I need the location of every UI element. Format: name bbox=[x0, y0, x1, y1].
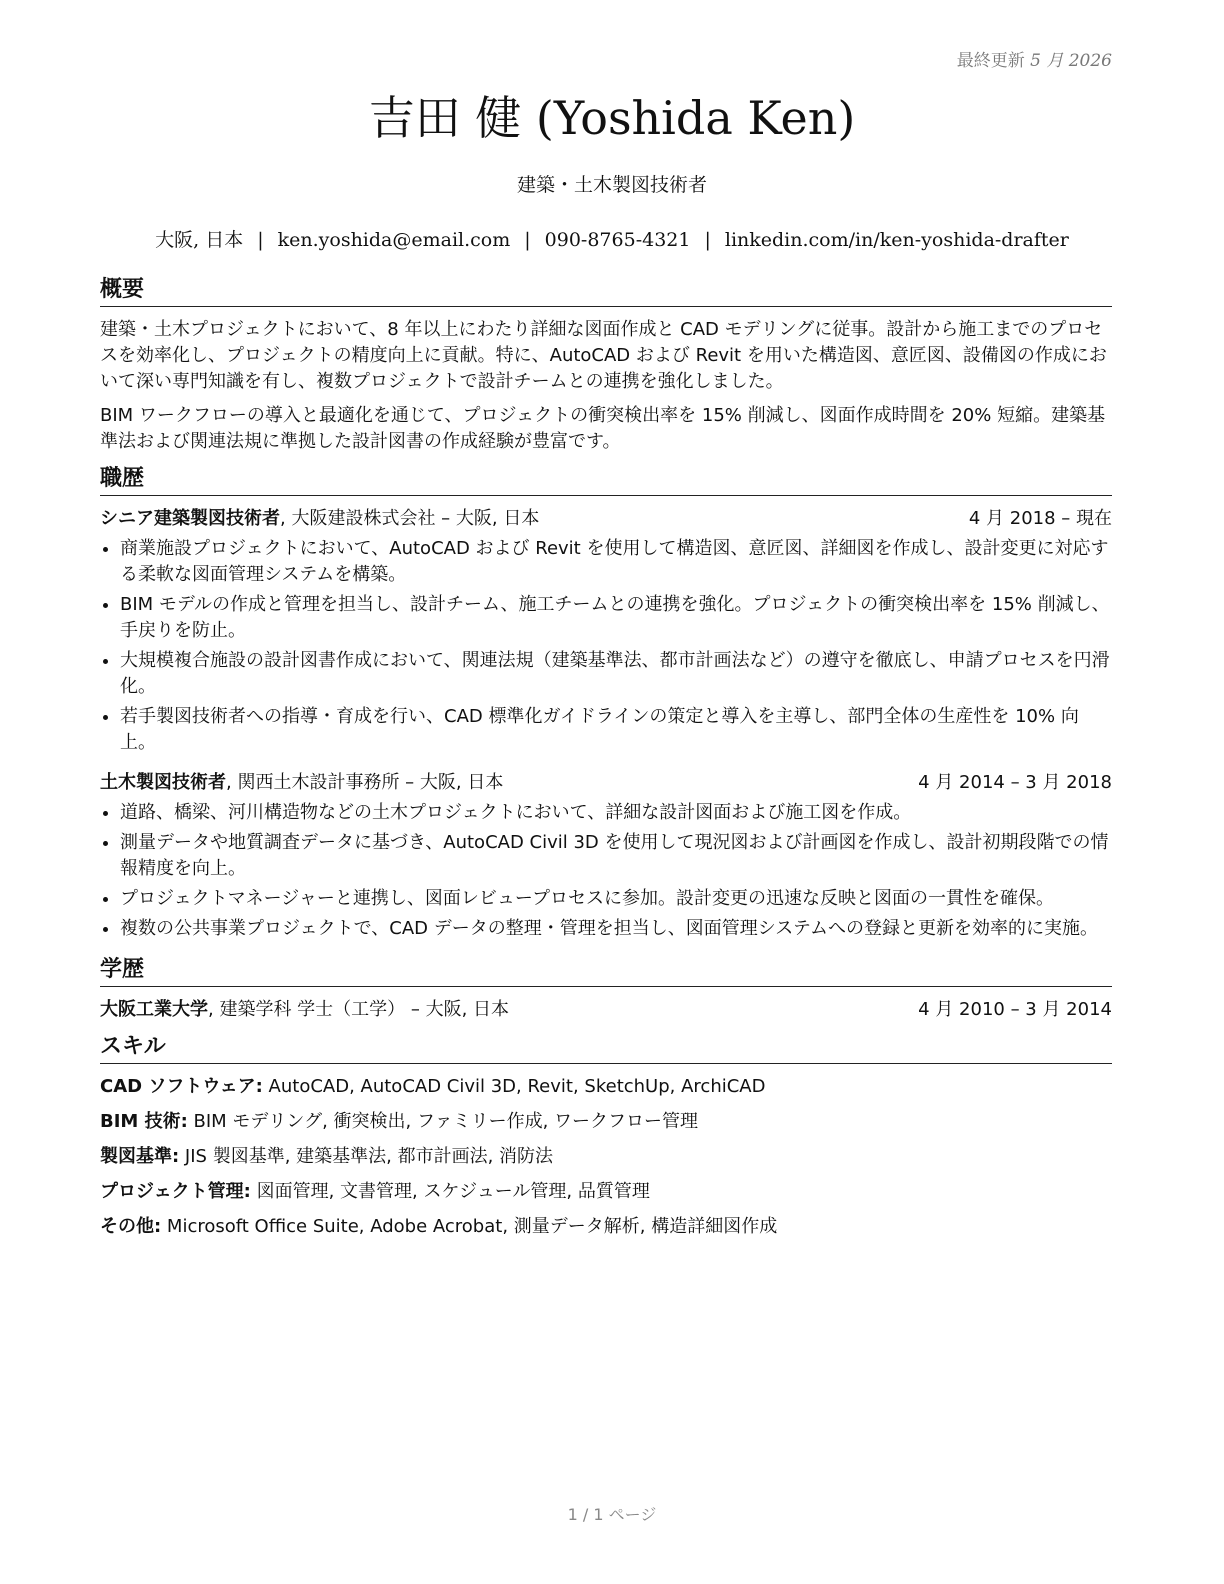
contact-linkedin[interactable]: linkedin.com/in/ken-yoshida-drafter bbox=[724, 229, 1069, 251]
job-bullet: • BIM モデルの作成と管理を担当し、設計チーム、施工チームとの連携を強化。プロジェクトの衝突検出率を 15% 削減し、手戻りを防止。 bbox=[120, 592, 1112, 644]
job-role-company bbox=[100, 506, 539, 532]
contact-separator: | bbox=[257, 229, 264, 251]
job-bullet: • 測量データや地質調査データに基づき、AutoCAD Civil 3D を使用して現況図および計画図を作成し、設計初期段階での情報精度を向上。 bbox=[120, 830, 1112, 882]
last-updated bbox=[957, 46, 1112, 71]
contact-email[interactable]: ken.yoshida@email.com bbox=[277, 229, 511, 251]
education-section bbox=[100, 956, 1112, 1023]
contact-location: 大阪, 日本 bbox=[155, 229, 244, 251]
job-bullets bbox=[100, 536, 1112, 756]
job-bullet: • 複数の公共事業プロジェクトで、CAD データの整理・管理を担当し、図面管理システムへの登録と更新を効率的に実施。 bbox=[120, 916, 1112, 942]
section-heading-summary: 概要 bbox=[100, 276, 1112, 307]
last-updated-date: 5 月 2026 bbox=[1030, 51, 1112, 71]
job-role: シニア建築製図技術者 bbox=[100, 508, 280, 529]
skill-row bbox=[100, 1074, 1112, 1100]
skill-row bbox=[100, 1144, 1112, 1170]
job-header bbox=[100, 770, 1112, 796]
job-bullet: • 大規模複合施設の設計図書作成において、関連法規（建築基準法、都市計画法など）の遵守を徹底し、申請プロセスを円滑化。 bbox=[120, 648, 1112, 700]
skill-row bbox=[100, 1179, 1112, 1205]
summary-paragraph: BIM ワークフローの導入と最適化を通じて、プロジェクトの衝突検出率を 15% 削減し、図面作成時間を 20% 短縮。建築基準法および関連法規に準拠した設計図書の作成経験が豊富です。 bbox=[100, 405, 1106, 452]
contact-line bbox=[0, 225, 1224, 252]
skill-value: JIS 製図基準, 建築基準法, 都市計画法, 消防法 bbox=[179, 1146, 554, 1167]
experience-section bbox=[100, 465, 1112, 942]
skill-label: BIM 技術: bbox=[100, 1111, 188, 1132]
job-header bbox=[100, 506, 1112, 532]
job-dates: 4 月 2018 – 現在 bbox=[968, 508, 1112, 529]
job-entry bbox=[100, 770, 1112, 942]
job-company: , 関西土木設計事務所 – 大阪, 日本 bbox=[226, 772, 504, 793]
skill-value: AutoCAD, AutoCAD Civil 3D, Revit, SketchUp, ArchiCAD bbox=[262, 1076, 766, 1097]
skill-label: 製図基準: bbox=[100, 1146, 180, 1167]
last-updated-label: 最終更新 bbox=[956, 51, 1025, 71]
candidate-name: 吉田 健 (Yoshida Ken) bbox=[368, 91, 856, 145]
skill-label: その他: bbox=[100, 1216, 162, 1237]
job-bullets bbox=[100, 800, 1112, 942]
job-company: , 大阪建設株式会社 – 大阪, 日本 bbox=[280, 508, 540, 529]
resume-content bbox=[100, 276, 1112, 1250]
contact-separator: | bbox=[704, 229, 711, 251]
section-heading-skills: スキル bbox=[100, 1033, 1112, 1064]
job-role: 土木製図技術者 bbox=[100, 772, 226, 793]
job-title: 建築・土木製図技術者 bbox=[516, 174, 707, 196]
skill-value: Microsoft Office Suite, Adobe Acrobat, 測量データ解析, 構造詳細図作成 bbox=[161, 1216, 778, 1237]
section-heading-experience: 職歴 bbox=[100, 465, 1112, 496]
job-bullet: • 道路、橋梁、河川構造物などの土木プロジェクトにおいて、詳細な設計図面および施工図を作成。 bbox=[120, 800, 1112, 826]
skills-section bbox=[100, 1033, 1112, 1240]
education-detail: , 建築学科 学士（工学） – 大阪, 日本 bbox=[208, 999, 510, 1020]
contact-phone: 090-8765-4321 bbox=[544, 229, 691, 251]
skill-value: BIM モデリング, 衝突検出, ファミリー作成, ワークフロー管理 bbox=[187, 1111, 699, 1132]
education-entry bbox=[100, 997, 1112, 1023]
job-dates: 4 月 2014 – 3 月 2018 bbox=[918, 772, 1112, 793]
job-bullet: • 若手製図技術者への指導・育成を行い、CAD 標準化ガイドラインの策定と導入を主導し、部門全体の生産性を 10% 向上。 bbox=[120, 704, 1112, 756]
page-number: 1 / 1 ページ bbox=[567, 1505, 657, 1524]
skill-label: プロジェクト管理: bbox=[100, 1181, 251, 1202]
contact-separator: | bbox=[524, 229, 531, 251]
skill-label: CAD ソフトウェア: bbox=[100, 1076, 263, 1097]
education-school: 大阪工業大学 bbox=[100, 999, 208, 1020]
job-bullet: • プロジェクトマネージャーと連携し、図面レビュープロセスに参加。設計変更の迅速な反映と図面の一貫性を確保。 bbox=[120, 886, 1112, 912]
summary-section bbox=[100, 276, 1112, 455]
skill-row bbox=[100, 1109, 1112, 1135]
education-school-detail bbox=[100, 997, 509, 1023]
summary-paragraph: 建築・土木プロジェクトにおいて、8 年以上にわたり詳細な図面作成と CAD モデリングに従事。設計から施工までのプロセスを効率化し、プロジェクトの精度向上に貢献。特に、AutoCAD および Revit を用いた構造図、意匠図、設備図の作成において深い専門知識を有し、複数プロジェクトで設計チームとの連携を強化しました。 bbox=[100, 319, 1107, 392]
job-entry bbox=[100, 506, 1112, 756]
job-role-company bbox=[100, 770, 503, 796]
skill-value: 図面管理, 文書管理, スケジュール管理, 品質管理 bbox=[250, 1181, 650, 1202]
section-heading-education: 学歴 bbox=[100, 956, 1112, 987]
education-dates: 4 月 2010 – 3 月 2014 bbox=[918, 999, 1112, 1020]
job-bullet: • 商業施設プロジェクトにおいて、AutoCAD および Revit を使用して構造図、意匠図、詳細図を作成し、設計変更に対応する柔軟な図面管理システムを構築。 bbox=[120, 536, 1112, 588]
skill-row bbox=[100, 1214, 1112, 1240]
